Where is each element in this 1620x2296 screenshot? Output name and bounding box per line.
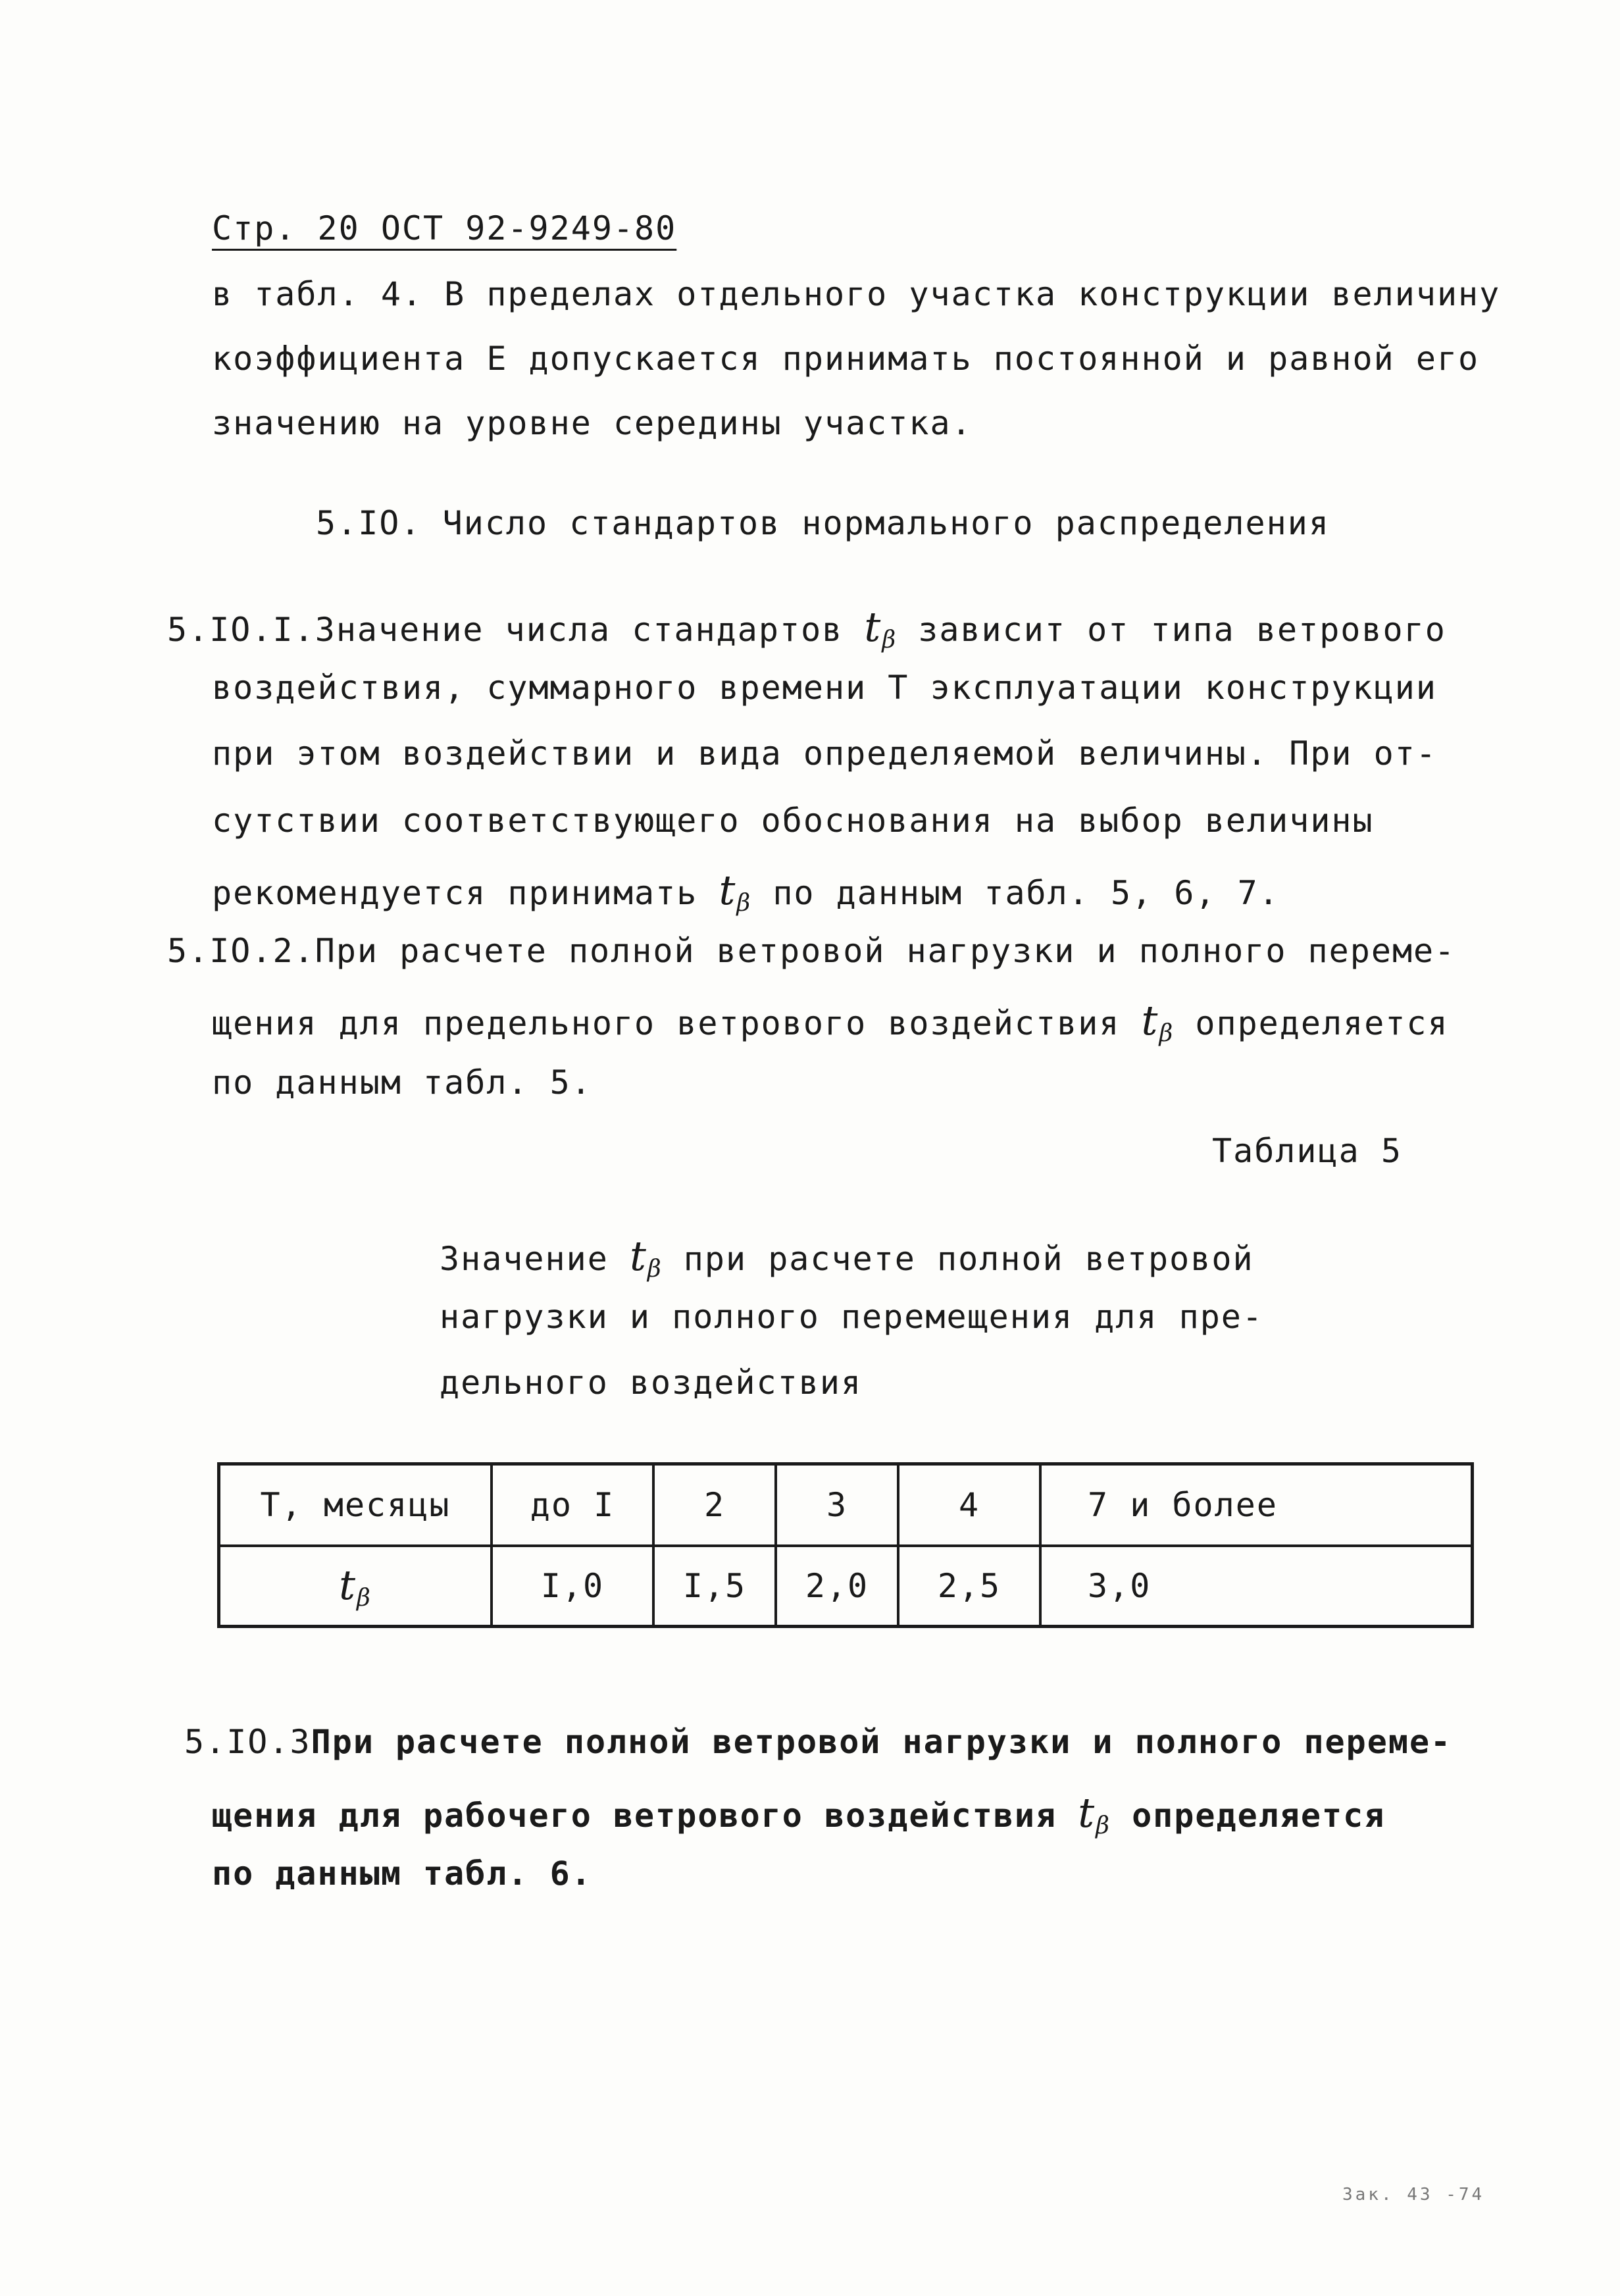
table-caption-line-3: дельного воздействия [440, 1364, 863, 1402]
intro-line-3: значению на уровне середины участка. [212, 404, 973, 442]
table-caption-line-1 [440, 1232, 1254, 1283]
para-3-line-3: по данным табл. 6. [212, 1854, 592, 1893]
t-beta-symbol [1141, 996, 1175, 1047]
page-header: Стр. 20 ОСТ 92-9249-80 [212, 209, 677, 247]
t-letter: t [864, 603, 882, 651]
section-title: 5.IO. Число стандартов нормального распределения [316, 504, 1330, 542]
value-cell: 2,5 [898, 1546, 1040, 1627]
para-3-line-1 [184, 1723, 1452, 1761]
table-row-months [219, 1464, 1473, 1546]
t-beta-symbol [719, 866, 752, 917]
value-cell: 2,0 [776, 1546, 898, 1627]
header-cell-months: Т, месяцы [219, 1464, 492, 1546]
para-1-line-4: сутствии соответствующего обоснования на выбор величины [212, 802, 1374, 840]
para-3-line-1-text: При расчете полной ветровой нагрузки и полного переме- [311, 1723, 1452, 1761]
month-cell: до I [492, 1464, 653, 1546]
table-row-values [219, 1546, 1473, 1627]
intro-line-1: в табл. 4. В пределах отдельного участка конструкции величину [212, 275, 1501, 313]
para-3-line-2 [212, 1789, 1385, 1839]
t-beta-symbol [864, 603, 897, 651]
month-cell: 2 [653, 1464, 776, 1546]
table-caption-1a: Значение [440, 1240, 609, 1278]
beta-subscript: β [357, 1584, 372, 1612]
para-1-line-5b: по данным табл. 5, 6, 7. [772, 874, 1280, 912]
t-letter: t [1141, 996, 1159, 1044]
beta-subscript: β [736, 890, 752, 917]
t-beta-symbol [1078, 1789, 1111, 1837]
month-cell: 3 [776, 1464, 898, 1546]
header-cell-t-beta [219, 1546, 492, 1627]
t-beta-symbol [339, 1560, 372, 1612]
t-letter: t [1078, 1789, 1096, 1837]
para-1-line-1a: Значение числа стандартов [315, 611, 844, 649]
value-cell: I,0 [492, 1546, 653, 1627]
para-1-number: 5.IO.I. [167, 611, 315, 649]
para-1-line-2: воздействия, суммарного времени Т эксплуатации конструкции [212, 669, 1437, 707]
t-letter: t [629, 1232, 647, 1280]
para-2-line-3: по данным табл. 5. [212, 1063, 592, 1102]
para-2-line-2a: щения для предельного ветрового воздействия [212, 1004, 1121, 1042]
month-cell: 4 [898, 1464, 1040, 1546]
para-2-line-2b: определяется [1195, 1004, 1449, 1042]
month-cell: 7 и более [1040, 1464, 1473, 1546]
table-label: Таблица 5 [1212, 1132, 1402, 1170]
table-caption-1b: при расчете полной ветровой [683, 1240, 1254, 1278]
para-3-line-2a: щения для рабочего ветрового воздействия [212, 1797, 1057, 1835]
value-cell: 3,0 [1040, 1546, 1473, 1627]
para-1-line-3: при этом воздействии и вида определяемой величины. При от- [212, 734, 1437, 773]
para-2-line-1 [167, 932, 1455, 970]
para-1-line-5a: рекомендуется принимать [212, 874, 698, 912]
table-5 [217, 1462, 1474, 1628]
t-beta-symbol [629, 1232, 663, 1283]
para-3-line-2b: определяется [1132, 1797, 1386, 1835]
para-1-line-1b: зависит от типа ветрового [918, 611, 1446, 649]
para-1 [167, 603, 1446, 653]
print-stamp: Зак. 43 -74 [1342, 2185, 1485, 2205]
para-2-line-1-text: При расчете полной ветровой нагрузки и полного переме- [315, 932, 1456, 970]
para-1-line-5 [212, 866, 1280, 917]
t-letter: t [339, 1560, 357, 1609]
table-caption-line-2: нагрузки и полного перемещения для пре- [440, 1298, 1263, 1336]
beta-subscript: β [882, 626, 898, 653]
t-letter: t [719, 866, 737, 914]
para-2-line-2 [212, 996, 1449, 1047]
value-cell: I,5 [653, 1546, 776, 1627]
intro-line-2: коэффициента Е допускается принимать постоянной и равной его [212, 340, 1480, 378]
para-3-number: 5.IO.3 [184, 1723, 311, 1761]
beta-subscript: β [647, 1256, 663, 1283]
beta-subscript: β [1096, 1812, 1111, 1839]
beta-subscript: β [1159, 1020, 1175, 1047]
para-2-number: 5.IO.2. [167, 932, 315, 970]
